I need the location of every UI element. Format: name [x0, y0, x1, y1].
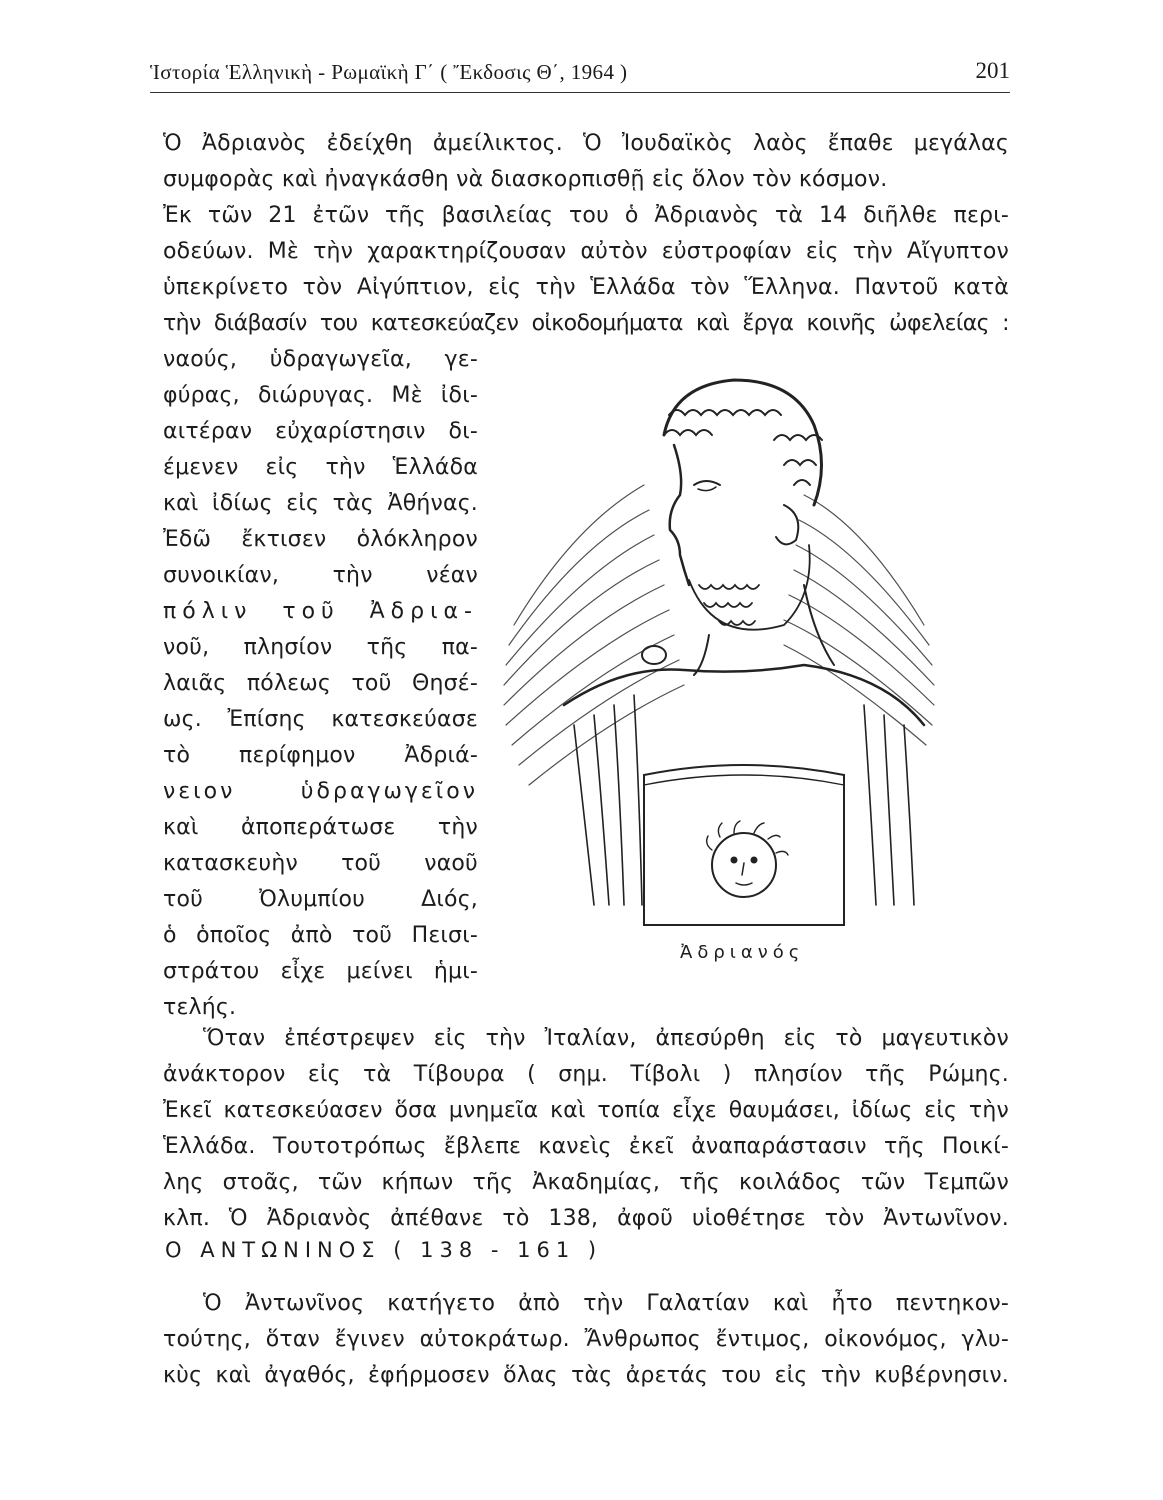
- column-line: λαιᾶς πόλεως τοῦ Θησέ-: [163, 671, 478, 696]
- column-line: ναούς, ὑδραγωγεῖα, γε-: [163, 347, 478, 372]
- text-line: κλπ. Ὁ Ἀδριανὸς ἀπέθανε τὸ 138, ἀφοῦ υἱοθέτησε τὸν Ἀντωνῖνον.: [163, 1206, 1009, 1231]
- text-line: κὺς καὶ ἀγαθός, ἐφήρμοσεν ὅλας τὰς ἀρετάς του εἰς τὴν κυβέρνησιν.: [163, 1363, 1009, 1388]
- text-line: Ἐκεῖ κατεσκεύασεν ὅσα μνημεῖα καὶ τοπία εἶχε θαυμάσει, ἰδίως εἰς τὴν: [163, 1098, 1009, 1123]
- text-line: Ὁ Ἀδριανὸς ἐδείχθη ἀμείλικτος. Ὁ Ἰουδαϊκὸς λαὸς ἔπαθε μεγάλας: [163, 131, 1009, 156]
- column-line: καὶ ἀποπεράτωσε τὴν: [163, 815, 478, 840]
- text-line: Ὅταν ἐπέστρεψεν εἰς τὴν Ἰταλίαν, ἀπεσύρθη εἰς τὸ μαγευτικὸν: [203, 1026, 1009, 1051]
- column-line: τελής.: [163, 995, 237, 1020]
- page-number: 201: [975, 58, 1010, 83]
- text-line: ὑπεκρίνετο τὸν Αἰγύπτιον, εἰς τὴν Ἑλλάδα τὸν Ἕλληνα. Παντοῦ κατὰ: [163, 275, 1009, 300]
- text-line: Ἐκ τῶν 21 ἐτῶν τῆς βασιλείας του ὁ Ἀδριανὸς τὰ 14 διῆλθε περι-: [163, 203, 1009, 228]
- portrait-engraving: [484, 345, 954, 945]
- column-line: φύρας, διώρυγας. Μὲ ἰδι-: [163, 383, 478, 408]
- text-line: οδεύων. Μὲ τὴν χαρακτηρίζουσαν αὐτὸν εὐστροφίαν εἰς τὴν Αἴγυπτον: [163, 239, 1009, 264]
- text-line: τὴν διάβασίν του κατεσκεύαζεν οἰκοδομήματα καὶ ἔργα κοινῆς ὠφελείας :: [163, 311, 1009, 336]
- column-line: Ἐδῶ ἔκτισεν ὁλόκληρον: [163, 527, 478, 552]
- column-line: αιτέραν εὐχαρίστησιν δι-: [163, 419, 478, 444]
- text-line: λης στοᾶς, τῶν κήπων τῆς Ἀκαδημίας, τῆς κοιλάδος τῶν Τεμπῶν: [163, 1170, 1009, 1195]
- text-line: τούτης, ὅταν ἔγινεν αὐτοκράτωρ. Ἄνθρωπος ἔντιμος, οἰκονόμος, γλυ-: [163, 1327, 1009, 1352]
- column-line: καὶ ἰδίως εἰς τὰς Ἀθήνας.: [163, 491, 478, 516]
- page-header: [150, 58, 1010, 93]
- column-line: ὁ ὁποῖος ἀπὸ τοῦ Πεισι-: [163, 923, 478, 948]
- bust-illustration: [484, 345, 954, 945]
- column-line: έμενεν εἰς τὴν Ἑλλάδα: [163, 455, 478, 480]
- text-line: ἀνάκτορον εἰς τὰ Τίβουρα ( σημ. Τίβολι ) πλησίον τῆς Ρώμης.: [163, 1062, 1009, 1087]
- column-line: κατασκευὴν τοῦ ναοῦ: [163, 851, 478, 876]
- running-title: Ἱστορία Ἑλληνικὴ - Ρωμαϊκὴ Γ΄ ( Ἔκδοσις Θ΄, 1964 ): [150, 60, 628, 84]
- column-line: τὸ περίφημον Ἀδριά-: [163, 743, 478, 768]
- text-line: Ὁ Ἀντωνῖνος κατήγετο ἀπὸ τὴν Γαλατίαν καὶ ἦτο πεντηκον-: [203, 1291, 1009, 1316]
- section-heading: Ο ΑΝΤΩΝΙΝΟΣ ( 138 - 161 ): [165, 1238, 603, 1262]
- column-line: πόλιν τοῦ Ἀδρια-: [163, 599, 478, 624]
- text-line: συμφορὰς καὶ ἠναγκάσθη νὰ διασκορπισθῇ εἰς ὅλον τὸν κόσμον.: [163, 167, 888, 192]
- text-line: Ἑλλάδα. Τουτοτρόπως ἔβλεπε κανεὶς ἐκεῖ ἀναπαράστασιν τῆς Ποικί-: [163, 1134, 1009, 1159]
- column-line: τοῦ Ὀλυμπίου Διός,: [163, 887, 478, 912]
- column-line: συνοικίαν, τὴν νέαν: [163, 563, 478, 588]
- column-line: ως. Ἐπίσης κατεσκεύασε: [163, 707, 478, 732]
- column-line: νοῦ, πλησίον τῆς πα-: [163, 635, 478, 660]
- column-line: στράτου εἶχε μείνει ἡμι-: [163, 959, 478, 984]
- column-line: νειον ὑδραγωγεῖον: [163, 779, 478, 804]
- figure-caption: Ἀδριανός: [680, 942, 805, 963]
